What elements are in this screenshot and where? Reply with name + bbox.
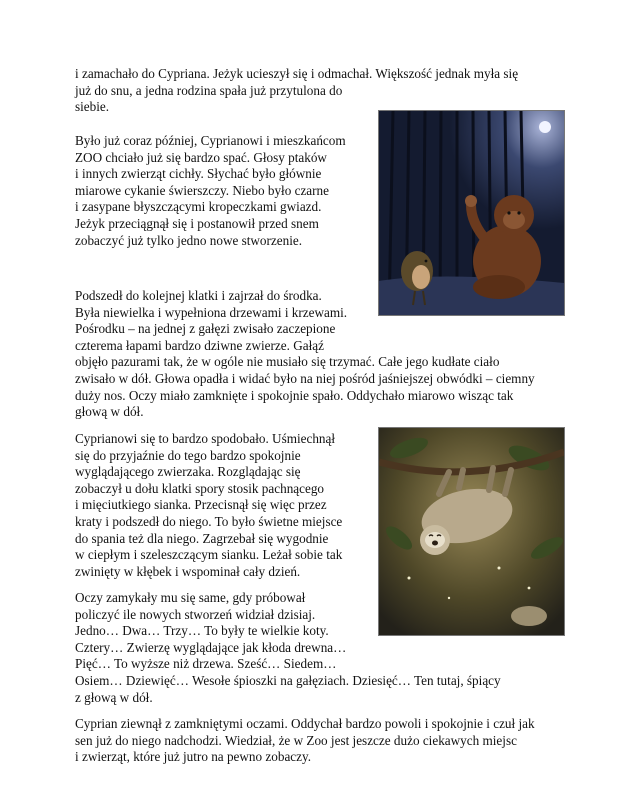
orangutan-scene-svg — [379, 111, 564, 315]
paragraph-sloth-cage: Podszedł do kolejnej klatki i zajrzał do środka. Była niewielka i wypełniona drzewami i krzewami. Pośrodku – na jednej z gałęzi zwisało zaczepione czterema łapami bardzo dziwne zwierze. Gałąź objęło pazurami tak, że w ogóle nie musiało się trzymać. Całe jego kudłate ciało zwisało w dół. Głowa opadła i widać było na niej pośród jaśniejszej obwódki – ciemny duży nos. Oczy miało zamknięte i spokojnie spało. Oddychało miarowo wisząc tak głową w dół. — [75, 288, 535, 420]
sleeping-hedgehog — [511, 606, 547, 626]
paragraph-intro: i zamachało do Cypriana. Jeżyk ucieszył się i odmachał. Większość jednak myła się już do snu, a jedna rodzina spała już przytulona do siebie. — [75, 66, 519, 115]
orangutan — [465, 195, 541, 299]
paragraph-ending: Cyprian ziewnął z zamkniętymi oczami. Oddychał bardzo powoli i spokojnie i czuł jak sen już do niego nadchodzi. Wiedział, że w Zoo jest jeszcze dużo ciekawych miejsc i zwierząt, które już jutro na pewno zobaczy. — [75, 716, 535, 765]
orangutan-hedgehog-cage-illustration — [378, 110, 565, 316]
sloth-scene-svg — [379, 428, 564, 635]
paragraph-cyprian-liked: Cyprianowi się to bardzo spodobało. Uśmiechnął się do przyjaźnie do tego bardzo spokojnie wyglądającego zwierzaka. Rozglądając się zobaczył u dołu klatki spory stosik pachnącego i mięciutkiego sianka. Przecisnął się więc przez kraty i podszedł do niego. To było świetne miejsce do spania też dla niego. Zagrzebał się wygodnie w ciepłym i szeleszczącym sianku. Leżał sobie tak zwinięty w kłębek i wspominał cały dzień. — [75, 431, 343, 579]
paragraph-counting: Oczy zamykały mu się same, gdy próbował policzyć ile nowych stworzeń widział dzisiaj. Jedno… Dwa… Trzy… To były te wielkie koty. Cztery… Zwierzę wyglądające jak kłoda drewna… Pięć… To wyższe niż drzewa. Sześć… Siedem… Osiem… Dziewięć… Wesołe śpioszki na gałęziach. Dziesięć… Ten tutaj, śpiący z głową w dół. — [75, 590, 501, 705]
sloth-branch-illustration — [378, 427, 565, 636]
paragraph-late-evening: Było już coraz później, Cyprianowi i mieszkańcom ZOO chciało już się bardzo spać. Głosy ptaków i innych zwierząt cichły. Słychać było głównie miarowe cykanie świerszczy. Niebo było czarne i zasypane błyszczącymi kropeczkami gwiazd. Jeżyk przeciągnął się i postanowił przed snem zobaczyć już tylko jedno nowe stworzenie. — [75, 133, 346, 248]
moon-icon — [539, 121, 551, 133]
